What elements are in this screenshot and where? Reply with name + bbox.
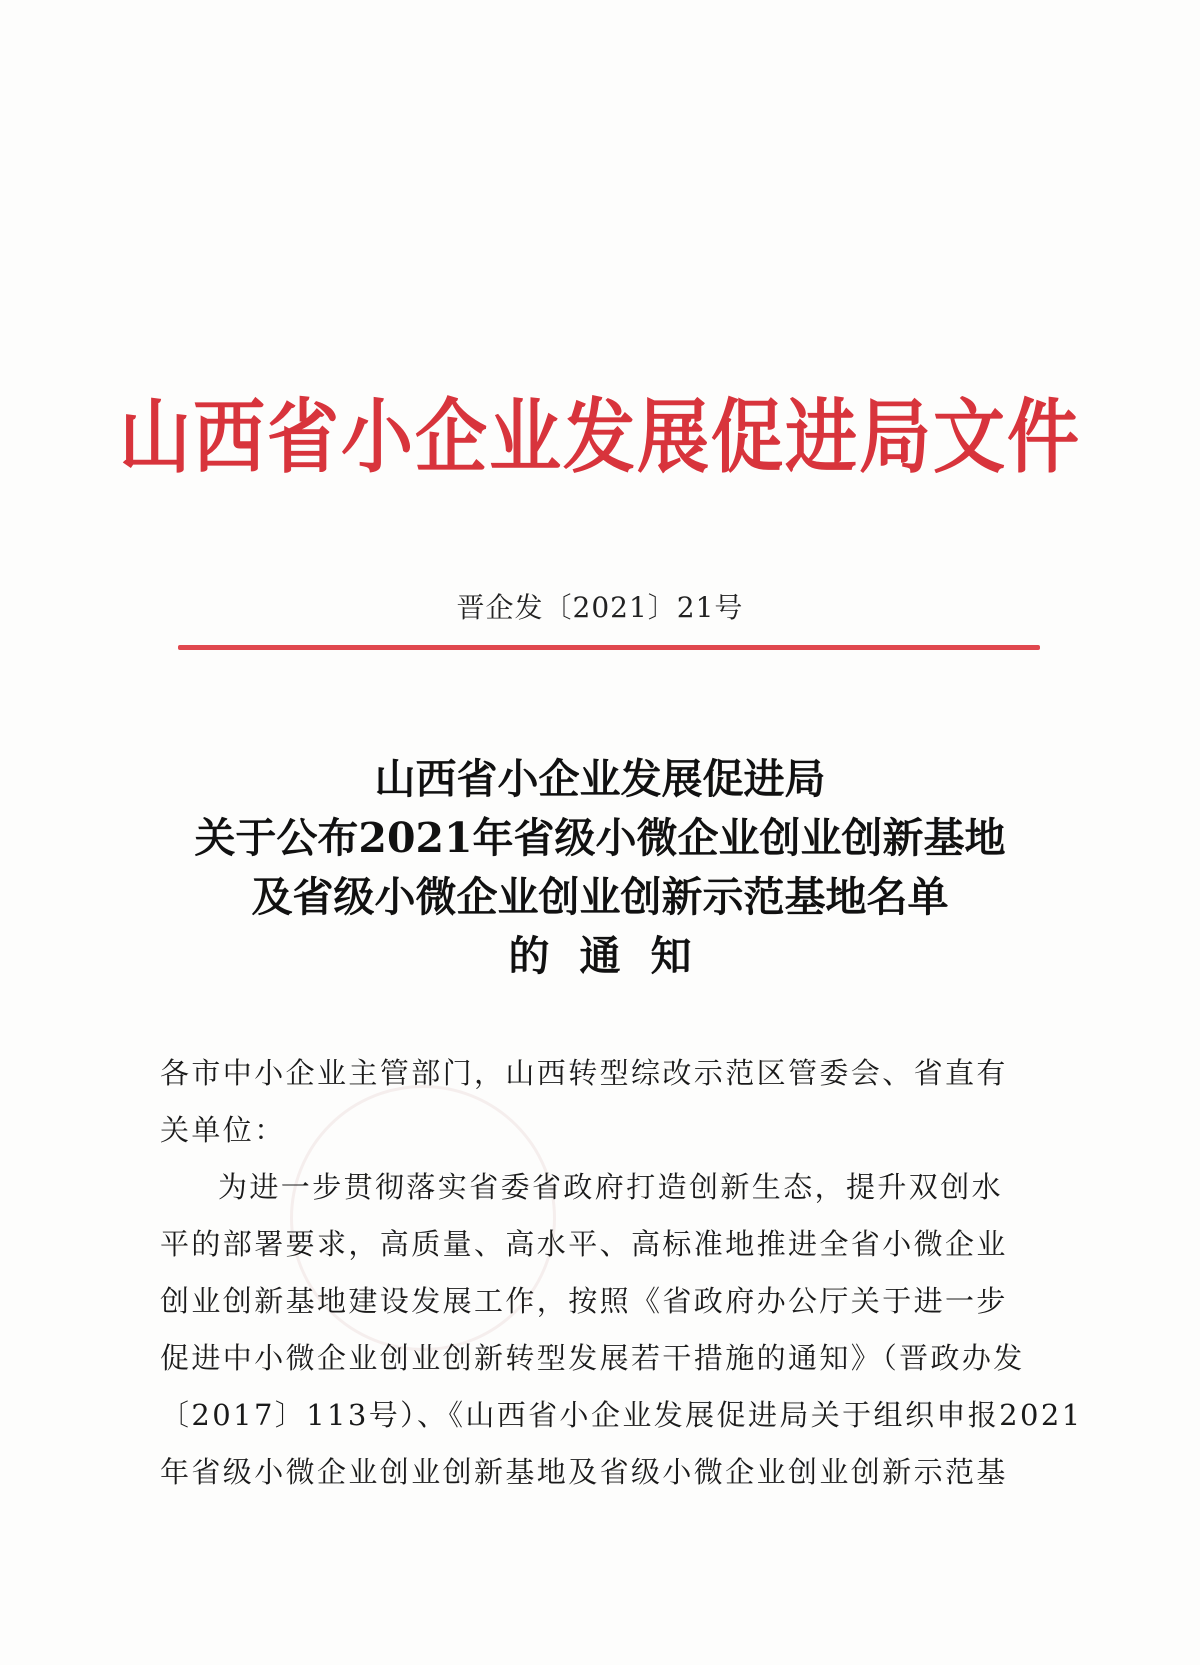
paragraph-1 — [160, 1159, 1083, 1501]
notice-title — [0, 750, 1200, 986]
title-line-3: 及省级小微企业创业创新示范基地名单 — [251, 873, 949, 921]
salutation-line-2: 关单位： — [160, 1113, 286, 1147]
notice-body — [160, 1045, 1083, 1501]
paragraph-line: 为进一步贯彻落实省委省政府打造创新生态，提升双创水 — [218, 1170, 1004, 1204]
paragraph-line: 促进中小微企业创业创新转型发展若干措施的通知》（晋政办发 — [160, 1341, 1025, 1375]
title-line-4: 的通知 — [508, 932, 722, 980]
document-number: 晋企发〔2021〕21号 — [456, 591, 744, 624]
title-line-2: 关于公布2021年省级小微企业创业创新基地 — [194, 814, 1006, 862]
paragraph-line: 创业创新基地建设发展工作，按照《省政府办公厅关于进一步 — [160, 1284, 1008, 1318]
paragraph-line: 年省级小微企业创业创新基地及省级小微企业创业创新示范基 — [160, 1455, 1008, 1489]
salutation-line-1: 各市中小企业主管部门，山西转型综改示范区管委会、省直有 — [160, 1056, 1008, 1090]
red-separator-line — [178, 645, 1040, 650]
paragraph-line: 平的部署要求，高质量、高水平、高标准地推进全省小微企业 — [160, 1227, 1008, 1261]
masthead-title: 山西省小企业发展促进局文件 — [118, 389, 1081, 484]
title-line-1: 山西省小企业发展促进局 — [374, 755, 826, 803]
paragraph-line: 〔2017〕113号）、《山西省小企业发展促进局关于组织申报2021 — [160, 1398, 1083, 1432]
salutation — [160, 1045, 1030, 1159]
